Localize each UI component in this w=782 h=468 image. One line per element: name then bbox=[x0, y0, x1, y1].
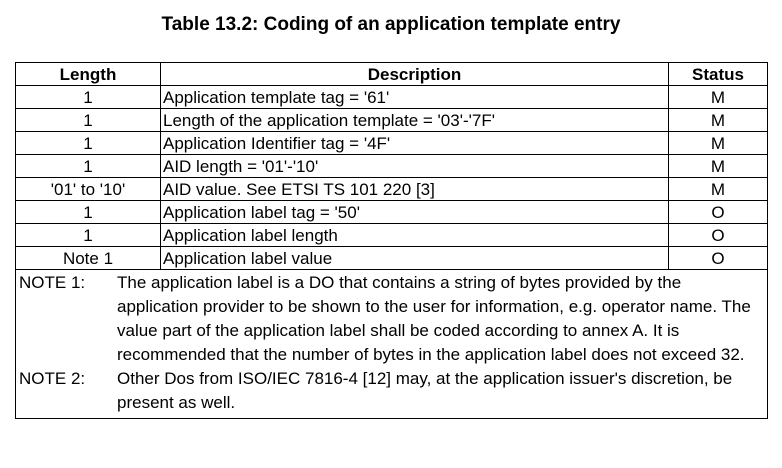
length-cell: 1 bbox=[16, 109, 161, 132]
description-cell: Application template tag = '61' bbox=[161, 86, 669, 109]
status-cell: M bbox=[669, 86, 768, 109]
table-row bbox=[16, 201, 768, 224]
table-row bbox=[16, 109, 768, 132]
status-cell: M bbox=[669, 132, 768, 155]
note-1 bbox=[19, 271, 763, 367]
description-cell: Application Identifier tag = '4F' bbox=[161, 132, 669, 155]
notes-row bbox=[16, 270, 768, 419]
table-row bbox=[16, 178, 768, 201]
column-header-status: Status bbox=[669, 63, 768, 86]
table-header-row bbox=[16, 63, 768, 86]
description-cell: Application label tag = '50' bbox=[161, 201, 669, 224]
status-cell: O bbox=[669, 224, 768, 247]
column-header-length: Length bbox=[16, 63, 161, 86]
note-1-label: NOTE 1: bbox=[19, 273, 86, 292]
length-cell: 1 bbox=[16, 224, 161, 247]
length-cell: 1 bbox=[16, 86, 161, 109]
note-2-label: NOTE 2: bbox=[19, 369, 86, 388]
table-row bbox=[16, 132, 768, 155]
table-row bbox=[16, 86, 768, 109]
table-row bbox=[16, 155, 768, 178]
notes-cell bbox=[16, 270, 768, 419]
description-cell: Length of the application template = '03'-'7F' bbox=[161, 109, 669, 132]
length-cell: 1 bbox=[16, 155, 161, 178]
table-title: Table 13.2: Coding of an application template entry bbox=[161, 14, 621, 35]
note-2 bbox=[19, 367, 763, 415]
length-cell: Note 1 bbox=[16, 247, 161, 270]
length-cell: 1 bbox=[16, 201, 161, 224]
length-cell: '01' to '10' bbox=[16, 178, 161, 201]
description-cell: Application label value bbox=[161, 247, 669, 270]
note-1-text: The application label is a DO that contains a string of bytes provided by the application provider to be shown to the user for information, e.g. operator name. The value part of the application label shall be coded according to annex A. It is recommended that the number of bytes in the application label does not exceed 32. bbox=[117, 273, 751, 364]
table-row bbox=[16, 224, 768, 247]
status-cell: M bbox=[669, 109, 768, 132]
status-cell: M bbox=[669, 155, 768, 178]
column-header-description: Description bbox=[161, 63, 669, 86]
status-cell: O bbox=[669, 201, 768, 224]
description-cell: AID value. See ETSI TS 101 220 [3] bbox=[161, 178, 669, 201]
status-cell: M bbox=[669, 178, 768, 201]
description-cell: Application label length bbox=[161, 224, 669, 247]
note-2-text: Other Dos from ISO/IEC 7816-4 [12] may, at the application issuer's discretion, be present as well. bbox=[117, 369, 733, 412]
length-cell: 1 bbox=[16, 132, 161, 155]
status-cell: O bbox=[669, 247, 768, 270]
table-row bbox=[16, 247, 768, 270]
coding-table bbox=[15, 62, 768, 419]
description-cell: AID length = '01'-'10' bbox=[161, 155, 669, 178]
